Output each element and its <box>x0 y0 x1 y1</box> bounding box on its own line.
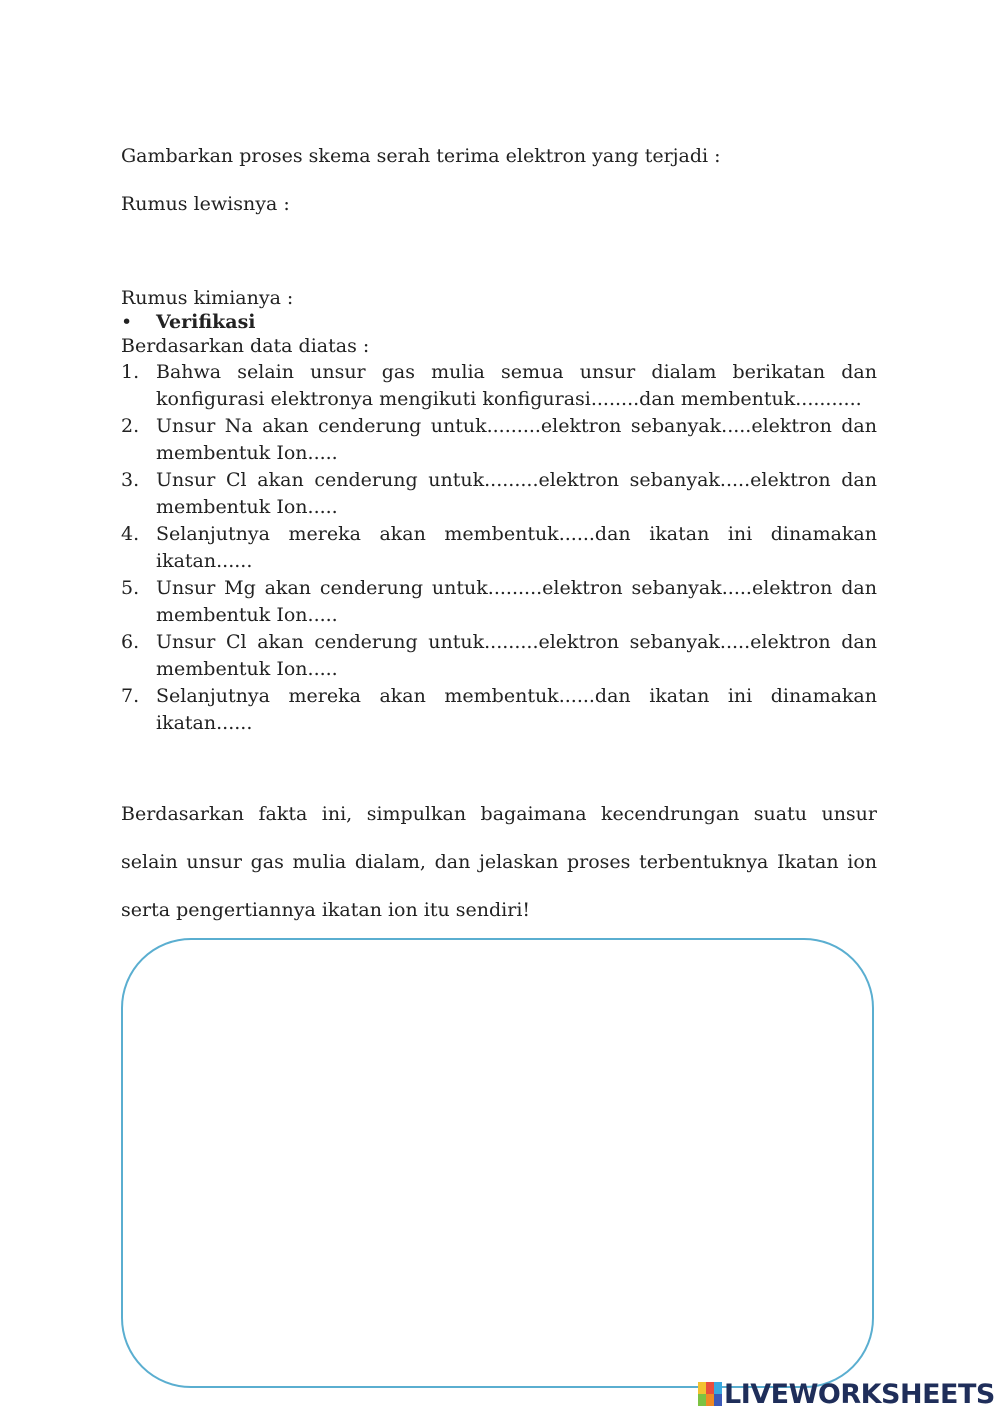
item-number: 3. <box>121 469 140 491</box>
verification-intro: Berdasarkan data diatas : <box>121 335 370 357</box>
item-number: 6. <box>121 631 140 653</box>
list-item <box>121 413 877 467</box>
item-text: Unsur Cl akan cenderung untuk.........elektron sebanyak.....elektron dan membentuk Ion..... <box>156 469 877 518</box>
conclusion-question: Berdasarkan fakta ini, simpulkan bagaimana kecendrungan suatu unsur selain unsur gas mulia dialam, dan jelaskan proses terbentuknya Ikatan ion serta pengertiannya ikatan ion itu sendiri! <box>121 803 877 921</box>
list-item <box>121 575 877 629</box>
logo-tile <box>698 1394 706 1406</box>
liveworksheets-logo-icon <box>698 1382 722 1406</box>
logo-tile <box>714 1394 722 1406</box>
answer-box[interactable] <box>121 938 874 1388</box>
logo-text: LIVEWORKSHEETS <box>724 1378 995 1410</box>
item-text: Bahwa selain unsur gas mulia semua unsur dialam berikatan dan konfigurasi elektronya mengikuti konfigurasi........dan membentuk........... <box>156 361 877 410</box>
item-text: Unsur Na akan cenderung untuk.........elektron sebanyak.....elektron dan membentuk Ion..... <box>156 415 877 464</box>
item-number: 5. <box>121 577 140 599</box>
item-text: Selanjutnya mereka akan membentuk......dan ikatan ini dinamakan ikatan...... <box>156 523 877 572</box>
item-text: Unsur Cl akan cenderung untuk.........elektron sebanyak.....elektron dan membentuk Ion..... <box>156 631 877 680</box>
item-number: 7. <box>121 685 140 707</box>
logo-tile <box>706 1382 714 1394</box>
lewis-formula-prompt: Rumus lewisnya : <box>121 193 290 215</box>
logo-tile <box>706 1394 714 1406</box>
list-item <box>121 521 877 575</box>
list-item <box>121 359 877 413</box>
item-text: Selanjutnya mereka akan membentuk......dan ikatan ini dinamakan ikatan...... <box>156 685 877 734</box>
verification-heading-text: Verifikasi <box>156 311 256 333</box>
verification-heading <box>121 309 256 336</box>
verification-list <box>121 359 877 737</box>
item-text: Unsur Mg akan cenderung untuk.........elektron sebanyak.....elektron dan membentuk Ion..... <box>156 577 877 626</box>
logo-tile <box>714 1382 722 1394</box>
scheme-prompt: Gambarkan proses skema serah terima elektron yang terjadi : <box>121 145 721 167</box>
logo-tile <box>698 1382 706 1394</box>
chemical-formula-prompt: Rumus kimianya : <box>121 287 294 309</box>
liveworksheets-logo <box>698 1378 995 1410</box>
item-number: 4. <box>121 523 140 545</box>
bullet-icon: • <box>121 311 133 333</box>
item-number: 1. <box>121 361 140 383</box>
item-number: 2. <box>121 415 140 437</box>
list-item <box>121 629 877 683</box>
list-item <box>121 467 877 521</box>
list-item <box>121 683 877 737</box>
